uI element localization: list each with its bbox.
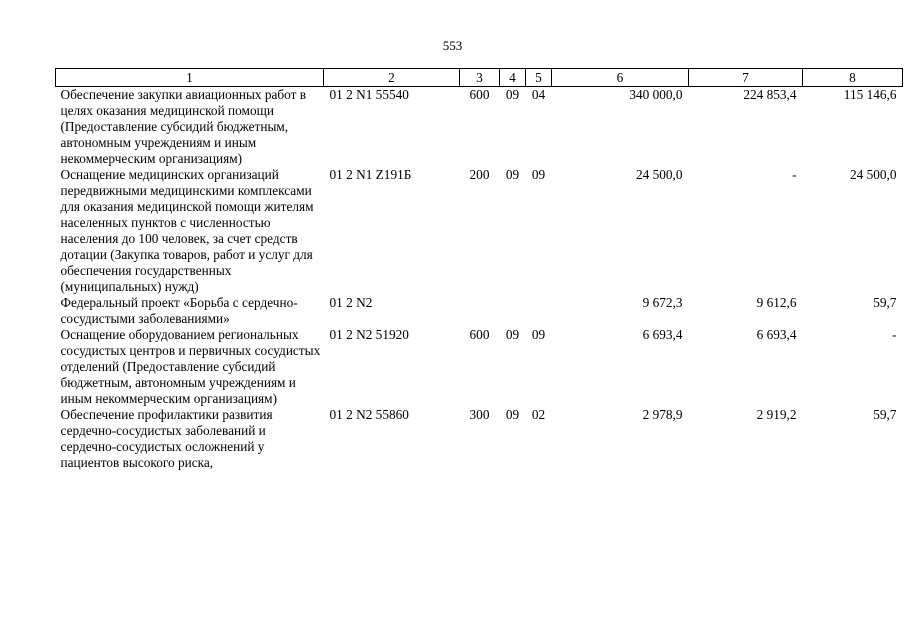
table-row bbox=[56, 295, 903, 327]
row-code: 01 2 N1 55540 bbox=[329, 87, 409, 102]
row-col-5: 09 bbox=[531, 327, 546, 342]
row-col-5 bbox=[526, 295, 552, 327]
row-col-7: 2 919,2 bbox=[756, 407, 797, 422]
column-header-2: 2 bbox=[324, 69, 460, 87]
row-col-6: 340 000,0 bbox=[629, 87, 683, 102]
row-name: Оснащение оборудованием региональных сосудистых центров и первичных сосудистых отделений (Предоставление субсидий бюджетным, автономным учреждениям и иным некоммерческим организациям) bbox=[60, 327, 321, 406]
row-col-4: 09 bbox=[505, 87, 520, 102]
row-code: 01 2 N2 51920 bbox=[329, 327, 409, 342]
table-row bbox=[56, 167, 903, 295]
page-number: 553 bbox=[442, 38, 463, 53]
row-col-5: 09 bbox=[531, 167, 546, 182]
row-code: 01 2 N1 Z191Б bbox=[329, 167, 412, 182]
column-header-3: 3 bbox=[460, 69, 500, 87]
row-col-3: 300 bbox=[469, 407, 490, 422]
row-col-6: 6 693,4 bbox=[642, 327, 683, 342]
row-col-8: 59,7 bbox=[873, 407, 897, 422]
table-row bbox=[56, 327, 903, 407]
column-header-7: 7 bbox=[689, 69, 803, 87]
row-col-7: - bbox=[792, 167, 797, 182]
row-col-6: 24 500,0 bbox=[635, 167, 683, 182]
row-col-3: 600 bbox=[469, 327, 490, 342]
row-col-7: 224 853,4 bbox=[743, 87, 797, 102]
row-col-3: 200 bbox=[469, 167, 490, 182]
row-name: Обеспечение закупки авиационных работ в целях оказания медицинской помощи (Предоставление субсидий бюджетным, автономным учреждениям и иным некоммерческим организациям) bbox=[60, 87, 307, 166]
row-col-8: 24 500,0 bbox=[849, 167, 897, 182]
row-col-8: - bbox=[892, 327, 897, 342]
column-header-6: 6 bbox=[552, 69, 689, 87]
row-name: Федеральный проект «Борьба с сердечно-сосудистыми заболеваниями» bbox=[60, 295, 298, 326]
row-col-4: 09 bbox=[505, 167, 520, 182]
row-col-3 bbox=[460, 295, 500, 327]
column-header-1: 1 bbox=[56, 69, 324, 87]
row-code: 01 2 N2 55860 bbox=[329, 407, 409, 422]
row-col-3: 600 bbox=[469, 87, 490, 102]
row-col-6: 2 978,9 bbox=[642, 407, 683, 422]
row-col-7: 6 693,4 bbox=[756, 327, 797, 342]
row-col-8: 59,7 bbox=[873, 295, 897, 310]
row-col-6: 9 672,3 bbox=[642, 295, 683, 310]
row-name: Обеспечение профилактики развития сердечно-сосудистых заболеваний и сердечно-сосудистых осложнений у пациентов высокого риска, bbox=[60, 407, 273, 470]
row-col-7: 9 612,6 bbox=[756, 295, 797, 310]
row-col-4 bbox=[500, 295, 526, 327]
row-name: Оснащение медицинских организаций передвижными медицинскими комплексами для оказания медицинской помощи жителям населенных пунктов с численностью населения до 100 человек, за счет средств дотации (Закупка товаров, работ и услуг для обеспечения государственных (муниципальных) нужд) bbox=[60, 167, 314, 294]
table-row bbox=[56, 87, 903, 168]
row-col-5: 02 bbox=[531, 407, 546, 422]
column-header-8: 8 bbox=[803, 69, 903, 87]
column-header-4: 4 bbox=[500, 69, 526, 87]
row-col-8: 115 146,6 bbox=[843, 87, 897, 102]
row-code: 01 2 N2 bbox=[329, 295, 373, 310]
row-col-4: 09 bbox=[505, 407, 520, 422]
table-row bbox=[56, 407, 903, 471]
row-col-5: 04 bbox=[531, 87, 546, 102]
column-header-5: 5 bbox=[526, 69, 552, 87]
budget-table bbox=[55, 68, 903, 471]
row-col-4: 09 bbox=[505, 327, 520, 342]
header-row bbox=[56, 69, 903, 87]
